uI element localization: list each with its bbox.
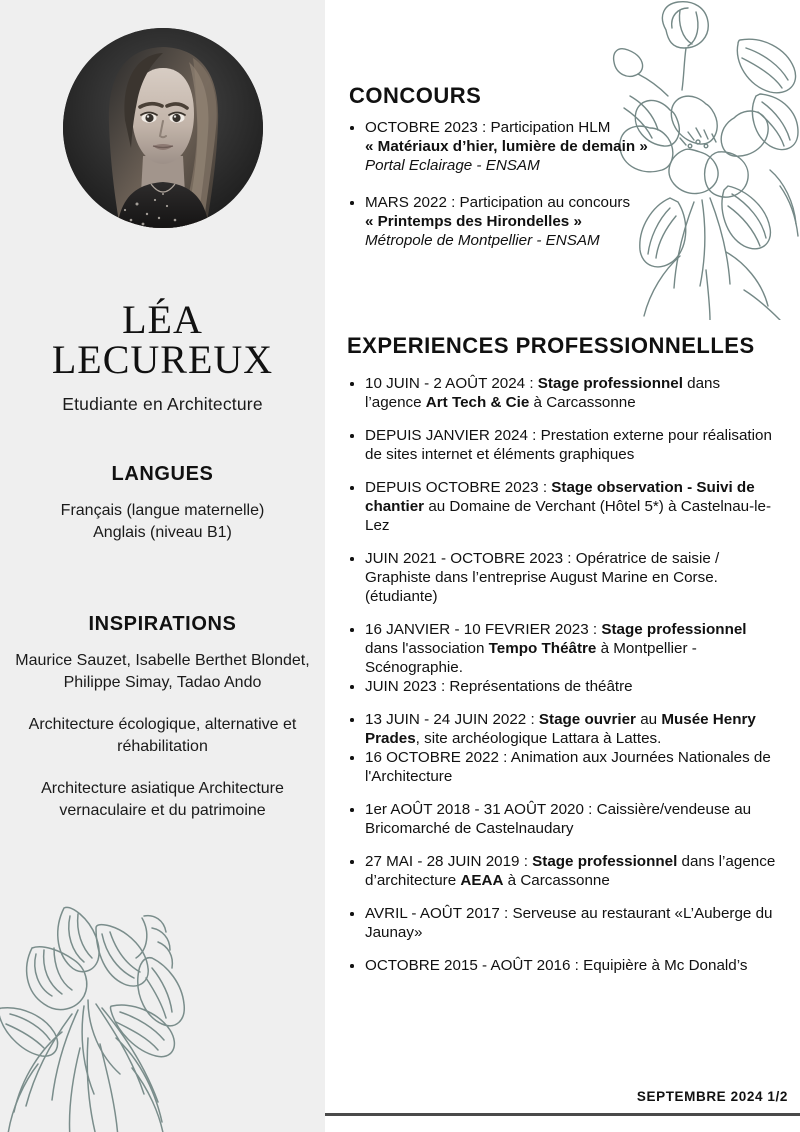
- experience-text: DEPUIS OCTOBRE 2023 :: [365, 479, 552, 496]
- experience-highlight: Stage ouvrier: [538, 711, 636, 728]
- experience-text: au: [635, 711, 662, 728]
- footer-date: SEPTEMBRE 2024 1/2: [636, 1089, 788, 1104]
- portrait-photo-icon: [63, 28, 263, 228]
- inspiration-item: Architecture écologique, alternative et réhabilitation: [28, 716, 297, 755]
- experience-highlight: Tempo Théâtre: [488, 640, 597, 657]
- concours-line-main: OCTOBRE 2023 : Participation HLM: [365, 119, 611, 136]
- experience-text: à Montpellier - Scénographie.: [365, 640, 697, 676]
- experience-highlight: Art Tech & Cie: [425, 394, 530, 411]
- concours-entry: [347, 193, 777, 250]
- concours-line-main: MARS 2022 : Participation au concours: [365, 194, 631, 211]
- experience-text: DEPUIS JANVIER 2024 : Prestation externe pour réalisation de sites internet et éléments graphiques: [365, 427, 772, 463]
- experience-highlight: Stage professionnel: [537, 375, 683, 392]
- name-block: [0, 297, 325, 415]
- experience-highlight: AEAA: [460, 872, 504, 889]
- right-content: [325, 0, 800, 1132]
- experience-highlight: Musée Henry Prades: [365, 711, 756, 747]
- experience-entry: [347, 426, 777, 464]
- concours-line-org: Métropole de Montpellier - ENSAM: [365, 232, 600, 249]
- inspiration-item: Architecture asiatique Architecture vernaculaire et du patrimoine: [41, 780, 284, 819]
- experience-text: 1er AOÛT 2018 - 31 AOÛT 2020 : Caissière/vendeuse au Bricomarché de Castelnaudary: [365, 801, 752, 837]
- experience-entry: [347, 710, 777, 748]
- concours-line-quoted: « Printemps des Hirondelles »: [365, 213, 582, 230]
- langue-item: Anglais (niveau B1): [93, 524, 232, 541]
- experiences-list: [347, 374, 777, 975]
- experience-entry: [347, 904, 777, 942]
- experience-entry: [347, 549, 777, 606]
- langues-list: [10, 500, 315, 544]
- experience-text: dans l’agence d’architecture: [365, 853, 776, 889]
- last-name: LECUREUX: [51, 337, 274, 382]
- experience-text: 16 JANVIER - 10 FEVRIER 2023 :: [365, 621, 602, 638]
- floral-lily-illustration-icon: [0, 888, 222, 1132]
- section-title-experiences: EXPERIENCES PROFESSIONNELLES: [347, 333, 755, 358]
- experience-entry: [347, 800, 777, 838]
- inspirations-list: [8, 650, 317, 822]
- experience-text: dans l’agence: [365, 375, 721, 411]
- experience-text: dans l'association: [365, 640, 489, 657]
- langue-item: Français (langue maternelle): [60, 502, 265, 519]
- experience-highlight: Stage professionnel: [532, 853, 678, 870]
- experience-text: à Carcassonne: [529, 394, 636, 411]
- experience-highlight: Stage observation - Suivi de chantier: [365, 479, 755, 515]
- experience-text: JUIN 2021 - OCTOBRE 2023 : Opératrice de saisie / Graphiste dans l’entreprise August Marine en Corse. (étudiante): [365, 550, 720, 605]
- experience-text: 13 JUIN - 24 JUIN 2022 :: [365, 711, 539, 728]
- experience-entry: [347, 620, 777, 677]
- experience-entry: [347, 956, 777, 975]
- concours-line-quoted: « Matériaux d’hier, lumière de demain »: [365, 138, 648, 155]
- first-name: LÉA: [122, 297, 203, 342]
- concours-line-org: Portal Eclairage - ENSAM: [365, 157, 540, 174]
- experience-text: 16 OCTOBRE 2022 : Animation aux Journées Nationales de l'Architecture: [365, 749, 771, 785]
- section-title-inspirations: INSPIRATIONS: [88, 613, 237, 635]
- experience-entry: [347, 478, 777, 535]
- concours-list: [347, 118, 777, 250]
- inspiration-item: Maurice Sauzet, Isabelle Berthet Blondet, Philippe Simay, Tadao Ando: [15, 652, 310, 691]
- experience-text: 10 JUIN - 2 AOÛT 2024 :: [365, 375, 538, 392]
- experience-text: , site archéologique Lattara à Lattes.: [415, 730, 662, 747]
- experience-text: JUIN 2023 : Représentations de théâtre: [365, 678, 633, 695]
- experience-entry: [347, 852, 777, 890]
- experience-text: 27 MAI - 28 JUIN 2019 :: [365, 853, 533, 870]
- job-title: Etudiante en Architecture: [62, 394, 263, 414]
- experience-text: AVRIL - AOÛT 2017 : Serveuse au restaurant «L’Auberge du Jaunay»: [365, 905, 773, 941]
- section-title-concours: CONCOURS: [349, 83, 482, 108]
- experience-entry: [347, 677, 777, 696]
- left-sidebar: [0, 0, 325, 1132]
- experience-entry: [347, 748, 777, 786]
- experience-text: OCTOBRE 2015 - AOÛT 2016 : Equipière à Mc Donald’s: [365, 957, 748, 974]
- avatar: [63, 28, 263, 228]
- experience-entry: [347, 374, 777, 412]
- footer-divider: [325, 1113, 800, 1116]
- section-title-langues: LANGUES: [111, 463, 214, 485]
- experience-highlight: Stage professionnel: [601, 621, 747, 638]
- experience-text: au Domaine de Verchant (Hôtel 5*) à Castelnau-le-Lez: [365, 498, 772, 534]
- concours-entry: [347, 118, 777, 175]
- experience-text: à Carcassonne: [503, 872, 610, 889]
